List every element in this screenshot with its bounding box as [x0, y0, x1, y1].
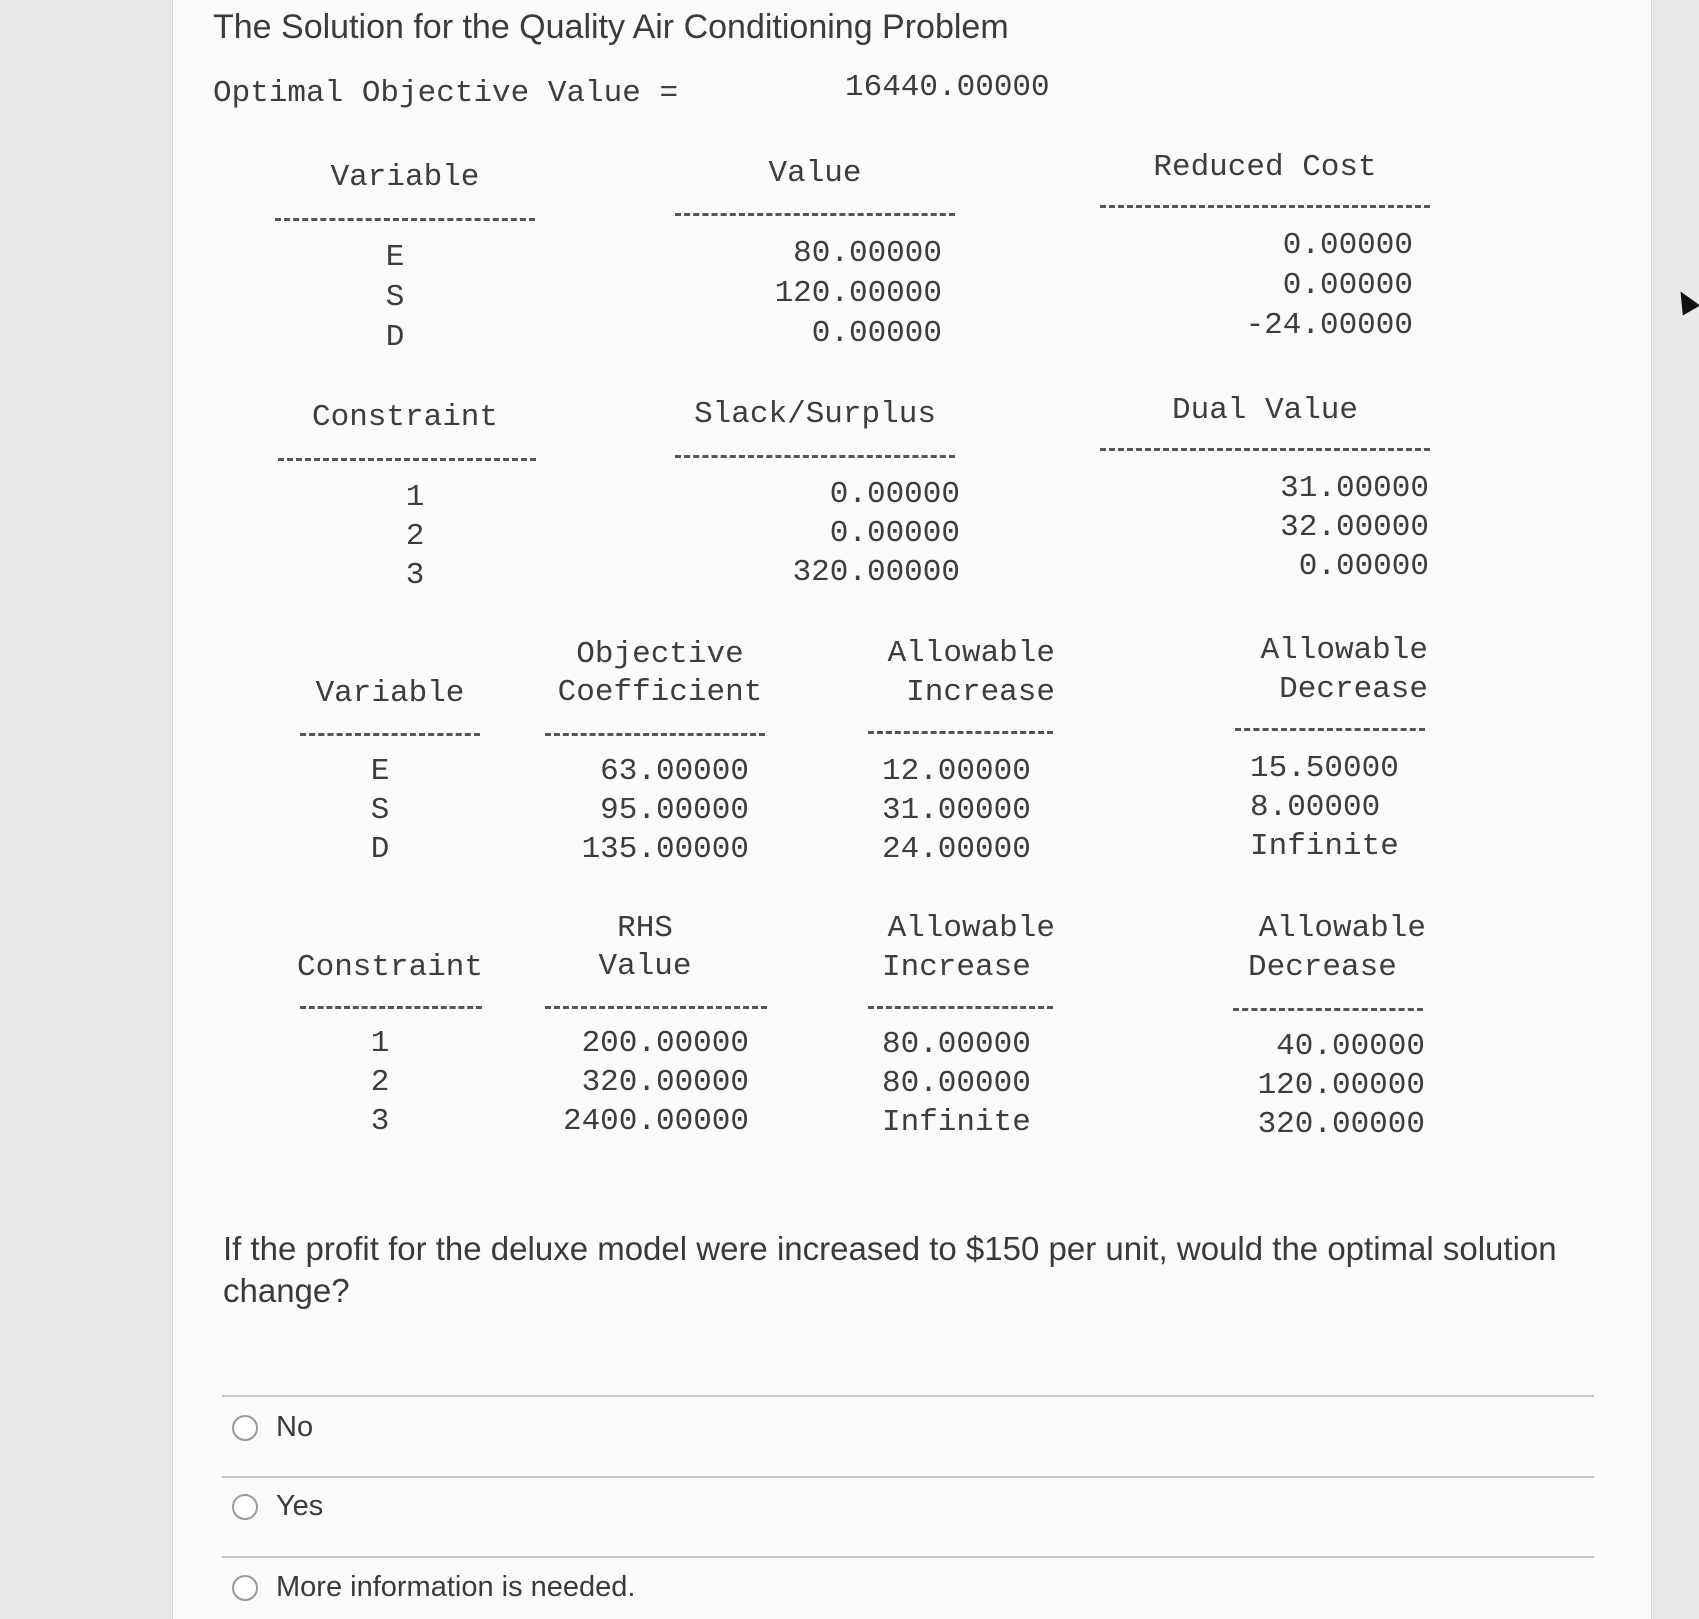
- table-cell: 320.00000: [792, 555, 960, 590]
- table-cell: 3: [405, 558, 425, 593]
- radio-button[interactable]: [232, 1494, 258, 1520]
- table-cell: D: [370, 832, 390, 867]
- table-cell: 200.00000: [581, 1026, 749, 1061]
- table-cell: 120.00000: [774, 276, 942, 311]
- table-header: Constraint: [311, 400, 499, 435]
- header-divider: [275, 218, 535, 221]
- table-cell: 1: [405, 480, 425, 515]
- table-cell: 8.00000: [1250, 790, 1381, 825]
- table-cell: S: [385, 280, 405, 315]
- divider: [222, 1556, 1594, 1558]
- table-header: Allowable: [1258, 911, 1426, 946]
- table-header: RHS: [617, 911, 673, 946]
- table-cell: 0.00000: [829, 516, 960, 551]
- table-cell: 63.00000: [600, 754, 749, 789]
- table-cell: 80.00000: [882, 1066, 1031, 1101]
- objective-label: Optimal Objective Value =: [213, 76, 679, 111]
- table-header: Decrease: [1248, 950, 1397, 985]
- table-cell: 320.00000: [581, 1065, 749, 1100]
- table-header: Coefficient: [557, 675, 763, 710]
- table-cell: 0.00000: [1298, 549, 1429, 584]
- table-header: Decrease: [1279, 672, 1428, 707]
- table-header: Increase: [906, 675, 1055, 710]
- table-cell: S: [370, 793, 390, 828]
- table-header: Allowable: [887, 911, 1055, 946]
- table-cell: 24.00000: [882, 832, 1031, 867]
- radio-button[interactable]: [232, 1415, 258, 1441]
- table-header: Allowable: [1260, 633, 1428, 668]
- header-divider: [300, 1006, 482, 1009]
- table-header: Constraint: [296, 950, 484, 985]
- table-cell: 80.00000: [793, 236, 942, 271]
- header-divider: [300, 733, 480, 736]
- table-cell: D: [385, 320, 405, 355]
- table-cell: E: [385, 240, 405, 275]
- table-cell: 120.00000: [1257, 1068, 1425, 1103]
- table-cell: E: [370, 754, 390, 789]
- header-divider: [1100, 205, 1430, 208]
- table-header: Objective: [576, 637, 744, 672]
- table-header: Slack/Surplus: [694, 397, 936, 432]
- answer-option-yes[interactable]: [232, 1490, 323, 1523]
- header-divider: [1233, 1008, 1423, 1011]
- table-cell: 2400.00000: [562, 1104, 749, 1139]
- question-text: If the profit for the deluxe model were increased to $150 per unit, would the optimal solution change?: [223, 1230, 1557, 1309]
- table-cell: 2: [405, 519, 425, 554]
- divider: [222, 1476, 1594, 1478]
- table-cell: 0.00000: [829, 477, 960, 512]
- table-header: Dual Value: [1171, 393, 1359, 428]
- table-cell: 3: [370, 1104, 390, 1139]
- header-divider: [675, 213, 955, 216]
- answer-label: Yes: [276, 1490, 324, 1522]
- table-cell: 80.00000: [882, 1027, 1031, 1062]
- table-cell: 95.00000: [600, 793, 749, 828]
- problem-title: The Solution for the Quality Air Conditioning Problem: [213, 8, 1009, 46]
- radio-button[interactable]: [232, 1575, 258, 1601]
- header-divider: [545, 1006, 767, 1009]
- table-cell: 12.00000: [882, 754, 1031, 789]
- table-cell: -24.00000: [1245, 308, 1413, 343]
- table-cell: 1: [370, 1026, 390, 1061]
- divider: [222, 1395, 1594, 1397]
- table-cell: 15.50000: [1250, 751, 1399, 786]
- header-divider: [868, 1006, 1053, 1009]
- table-cell: 320.00000: [1257, 1107, 1425, 1142]
- table-header: Allowable: [887, 636, 1055, 671]
- table-cell: Infinite: [1250, 829, 1399, 864]
- table-header: Value: [598, 949, 692, 984]
- answer-label: No: [276, 1411, 314, 1443]
- table-cell: 0.00000: [811, 316, 942, 351]
- table-header: Variable: [330, 160, 480, 195]
- table-cell: 0.00000: [1282, 228, 1413, 263]
- table-cell: 2: [370, 1065, 390, 1100]
- header-divider: [1100, 448, 1430, 451]
- answer-label: More information is needed.: [276, 1571, 636, 1603]
- mouse-pointer-icon: [1672, 286, 1699, 315]
- header-divider: [1235, 728, 1425, 731]
- table-cell: 40.00000: [1276, 1029, 1425, 1064]
- header-divider: [545, 733, 765, 736]
- table-header: Reduced Cost: [1153, 150, 1377, 185]
- table-cell: 135.00000: [581, 832, 749, 867]
- table-cell: 31.00000: [1280, 471, 1429, 506]
- answer-option-no[interactable]: [232, 1411, 313, 1444]
- table-header: Variable: [315, 676, 465, 711]
- table-cell: 32.00000: [1280, 510, 1429, 545]
- objective-value: 16440.00000: [845, 70, 1050, 105]
- table-cell: 31.00000: [882, 793, 1031, 828]
- table-header: Value: [768, 156, 862, 191]
- header-divider: [278, 458, 536, 461]
- table-cell: 0.00000: [1282, 268, 1413, 303]
- answer-option-more-info[interactable]: [232, 1571, 635, 1604]
- table-cell: Infinite: [882, 1105, 1031, 1140]
- header-divider: [675, 455, 955, 458]
- header-divider: [868, 731, 1053, 734]
- table-header: Increase: [882, 950, 1031, 985]
